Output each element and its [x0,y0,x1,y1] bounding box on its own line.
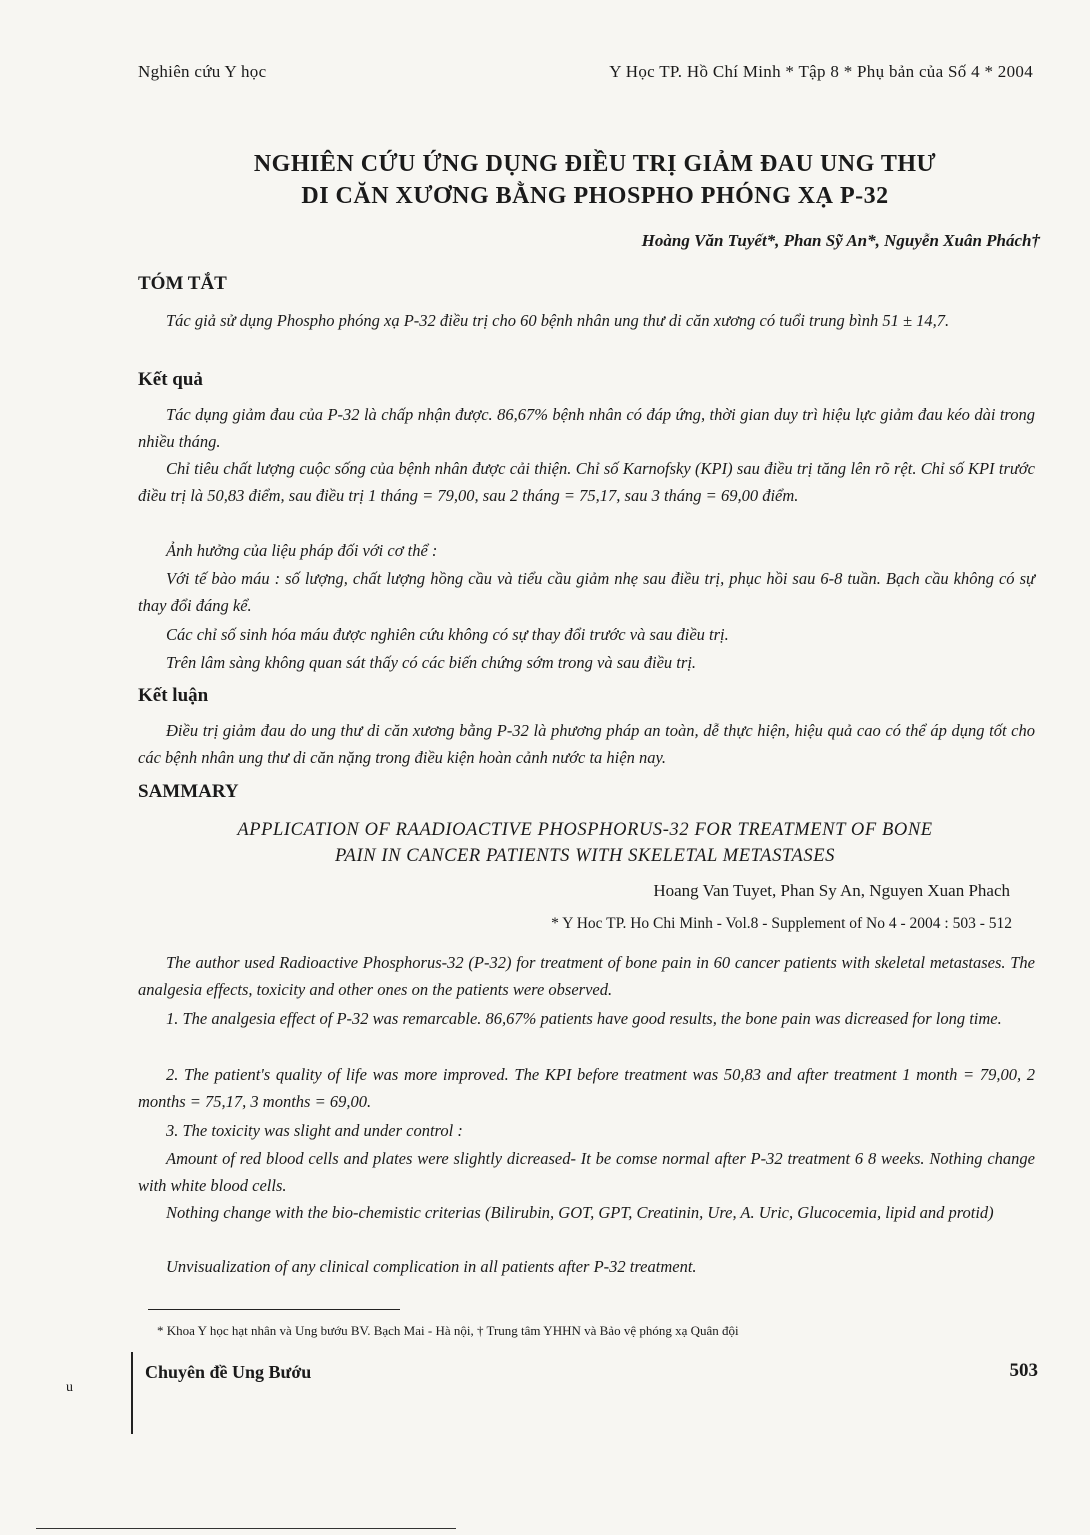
footer-section-title: Chuyên đề Ung Bướu [145,1362,312,1382]
abstract-intro-text: Tác giả sử dụng Phospho phóng xạ P-32 điều trị cho 60 bệnh nhân ung thư di căn xương có tuổi trung bình 51 ± 14,7. [166,311,950,330]
summary-paragraph-6 [138,1199,1035,1226]
summary-text-6: Nothing change with the bio-chemistic criterias (Bilirubin, GOT, GPT, Creatinin, Ure, A. Uric, Glucocemia, lipid and protid) [166,1203,994,1222]
results-paragraph-5 [138,621,1035,648]
results-paragraph-6 [138,649,1035,676]
results-heading: Kết quả [138,369,203,390]
running-header-journal: Y Học TP. Hồ Chí Minh * Tập 8 * Phụ bản của Số 4 * 2004 [609,62,1033,81]
results-text-1: Tác dụng giảm đau của P-32 là chấp nhận được. 86,67% bệnh nhân có đáp ứng, thời gian duy trì hiệu lực giảm đau kéo dài trong nhiều tháng. [138,405,1035,451]
summary-text-2: 1. The analgesia effect of P-32 was remarcable. 86,67% patients have good results, the bone pain was dicreased for long time. [166,1009,1002,1028]
results-text-6: Trên lâm sàng không quan sát thấy có các biến chứng sớm trong và sau điều trị. [166,653,697,672]
english-title-line-2: PAIN IN CANCER PATIENTS WITH SKELETAL METASTASES [335,846,835,866]
authors-english: Hoang Van Tuyet, Phan Sy An, Nguyen Xuan Phach [653,881,1010,900]
summary-paragraph-1 [138,949,1035,1003]
article-title-line-1: NGHIÊN CỨU ỨNG DỤNG ĐIỀU TRỊ GIẢM ĐAU UNG THƯ [253,151,937,177]
footnote-rule [148,1309,400,1310]
summary-heading: SAMMARY [138,781,239,802]
results-paragraph-3 [138,537,1035,564]
summary-paragraph-3 [138,1061,1035,1115]
affiliation-footnote: * Khoa Y học hạt nhân và Ung bướu BV. Bạch Mai - Hà nội, † Trung tâm YHHN và Bảo vệ phóng xạ Quân đội [157,1323,739,1338]
margin-mark: u [66,1380,73,1395]
bottom-rule [36,1528,456,1529]
conclusion-text: Điều trị giảm đau do ung thư di căn xương bằng P-32 là phương pháp an toàn, dễ thực hiện, hiệu quả cao có thể áp dụng tốt cho các bệnh nhân ung thư di căn nặng trong điều kiện hoàn cảnh nước ta hiện nay. [138,721,1035,767]
results-text-3: Ảnh hưởng của liệu pháp đối với cơ thể : [166,541,438,560]
citation: * Y Hoc TP. Ho Chi Minh - Vol.8 - Supplement of No 4 - 2004 : 503 - 512 [551,915,1012,932]
footer-vertical-bar [131,1352,133,1434]
authors-vietnamese: Hoàng Văn Tuyết*, Phan Sỹ An*, Nguyễn Xuân Phách† [641,231,1040,250]
page-number: 503 [1009,1360,1038,1381]
summary-paragraph-7 [138,1253,1035,1280]
summary-paragraph-2 [138,1005,1035,1032]
results-text-4: Với tế bào máu : số lượng, chất lượng hồng cầu và tiểu cầu giảm nhẹ sau điều trị, phục hồi sau 6-8 tuần. Bạch cầu không có sự thay đổi đáng kể. [138,569,1035,615]
abstract-heading: TÓM TẮT [138,273,227,294]
summary-text-5: Amount of red blood cells and plates were slightly dicreased- It be comse normal after P-32 treatment 6 8 weeks. Nothing change with white blood cells. [138,1149,1035,1195]
summary-text-4: 3. The toxicity was slight and under control : [166,1121,463,1140]
summary-text-1: The author used Radioactive Phosphorus-32 (P-32) for treatment of bone pain in 60 cancer patients with skeletal metastases. The analgesia effects, toxicity and other ones on the patients were observed. [138,953,1035,999]
summary-text-3: 2. The patient's quality of life was more improved. The KPI before treatment was 50,83 and after treatment 1 month = 79,00, 2 months = 75,17, 3 months = 69,00. [138,1065,1035,1111]
results-text-2: Chỉ tiêu chất lượng cuộc sống của bệnh nhân được cải thiện. Chỉ số Karnofsky (KPI) sau điều trị tăng lên rõ rệt. Chỉ số KPI trước điều trị là 50,83 điểm, sau điều trị 1 tháng = 79,00, sau 2 tháng = 75,17, sau 3 tháng = 69,00 điểm. [138,459,1035,505]
article-title-line-2: DI CĂN XƯƠNG BẰNG PHOSPHO PHÓNG XẠ P-32 [301,183,889,209]
english-title-line-1: APPLICATION OF RAADIOACTIVE PHOSPHORUS-32 FOR TREATMENT OF BONE [237,820,933,840]
summary-text-7: Unvisualization of any clinical complication in all patients after P-32 treatment. [166,1257,697,1276]
results-paragraph-1 [138,401,1035,455]
conclusion-heading: Kết luận [138,685,209,706]
results-paragraph-4 [138,565,1035,619]
summary-paragraph-5 [138,1145,1035,1199]
summary-paragraph-4 [138,1117,1035,1144]
results-text-5: Các chỉ số sinh hóa máu được nghiên cứu không có sự thay đổi trước và sau điều trị. [166,625,729,644]
conclusion-paragraph [138,717,1035,771]
abstract-intro [138,307,1035,334]
running-header-section: Nghiên cứu Y học [138,62,267,81]
results-paragraph-2 [138,455,1035,509]
